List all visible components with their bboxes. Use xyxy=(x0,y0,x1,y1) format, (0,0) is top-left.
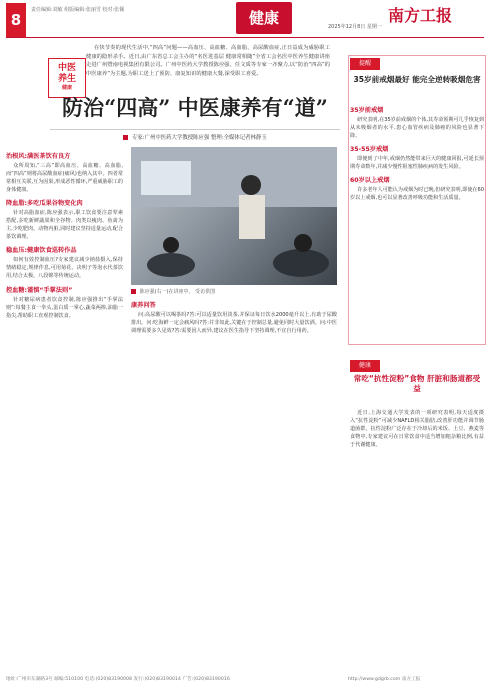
sidebar-column-2 xyxy=(350,409,484,449)
paragraph: 针对糖尿病患者饮食控制,陈应强推出“手掌法则”:每餐主食一拳头,蛋白质一掌心,蔬菜两捧,油脂一指尖,帮助职工直观控制饮食。 xyxy=(6,296,123,319)
article-headline: 防治“四高” 中医康养有“道” xyxy=(62,95,328,120)
subheading: 降血脂:多吃瓜果谷物变化肉 xyxy=(6,200,83,208)
editor-credits: 责任编辑:刘敏 组版编辑:张丽雪 校对:张佩 xyxy=(31,7,125,13)
column-seal: 中医 养生 健康 xyxy=(48,58,86,98)
paragraph: 如何有效控制血压?专家建议减少钠盐摄入,保持情绪稳定,规律作息,可用菊花、决明子等泡水代茶饮用,结合太极、八段锦等传统运动。 xyxy=(6,257,123,280)
photo-speaker-body xyxy=(239,195,265,239)
byline-marker-icon xyxy=(123,135,128,140)
issue-date: 2025年12月8日 星期一 xyxy=(328,24,382,30)
paragraph: 研究表明,在35岁前戒烟的个体,其寿命预期可几乎恢复到从未吸烟者的水平,患心血管疾病及肺癌的风险也显著下降。 xyxy=(350,117,485,140)
article-column-1 xyxy=(6,147,123,320)
article-column-2 xyxy=(131,296,337,335)
subheading: 控血糖:谨慎“手掌法则” xyxy=(6,286,73,294)
sidebar-tag-reminder: 提醒 xyxy=(350,58,380,70)
page-header xyxy=(6,0,484,38)
sidebar-tag-health: 健康 xyxy=(350,360,380,372)
paragraph: 问:高尿酸可以喝茶吗?答:可以适量饮用淡茶,并保证每日饮水2000毫升以上,有助于尿酸排出。问:吃海鲜一定会痛风吗?答:并非如此,关键在于控制总量,避免同时大量饮酒。问:中医调理需要多久见效?答:需要因人而异,建议在医生指导下坚持调理,不宜自行用药。 xyxy=(131,312,337,335)
subheading: 35-55岁戒烟 xyxy=(350,146,389,154)
paragraph: 众所周知,“三高”即高血压、高血糖、高血脂,而“四高”则将高尿酸血症(痛风)也纳入其中。四者常常相互关联,互为因果,形成恶性循环,严重威胁职工的身体健康。 xyxy=(6,163,123,194)
photo-audience-right xyxy=(273,249,329,277)
subheading: 60岁以上戒烟 xyxy=(350,177,390,185)
article-byline: 专家:广州中医药大学教授陈应强 整理:全媒体记者林静玉 xyxy=(50,129,340,141)
photo-audience-head xyxy=(163,237,179,253)
photo-speaker-head xyxy=(241,175,261,195)
photo-scene xyxy=(131,147,337,285)
subheading: 35岁前戒烟 xyxy=(350,107,384,114)
subheading: 治根风:满医茶饮有良方 xyxy=(6,153,71,160)
caption-marker-icon xyxy=(131,289,136,294)
footer-address: 地址:广州市东湖路3号 邮编:510100 电话:(020)83190008 发行:(020)83190014 广告:(020)83190016 xyxy=(6,677,230,682)
section-title: 健康 xyxy=(236,2,292,34)
paragraph: 即便到了中年,戒烟仍然能带来巨大的健康回报,可延长预期寿命数年,并减少慢性阻塞性肺疾病的发生风险。 xyxy=(350,156,484,171)
masthead-logo: 南方工报 xyxy=(388,6,453,25)
footer-website: http://www.gdgrb.com 南方工报 xyxy=(348,677,421,682)
paragraph: 针对高脂血症,陈应强表示,职工饮食要注意荤素搭配,多吃新鲜蔬果和全谷物。肉类以瘦肉、鱼禽为主,少吃肥肉、动物内脏,同时建议坚持适量运动,配合茶饮调理。 xyxy=(6,210,123,241)
sidebar-column xyxy=(350,101,484,202)
sidebar-headline-2: 常吃“抗性淀粉”食物 肝脏和肠道都受益 xyxy=(353,374,481,394)
photo-screen xyxy=(141,161,191,195)
page-number: 8 xyxy=(6,3,26,37)
subheading: 稳血压:健康饮食巡转作品 xyxy=(6,247,77,255)
subheading: 康养问答 xyxy=(131,302,156,309)
photo-audience-left xyxy=(147,253,195,277)
header-divider xyxy=(6,37,484,38)
article-intro: 在快节奏的现代生活中,“四高”问题——高血压、高血糖、高血脂、高尿酸血症,正日益成为威胁职工健康的隐形杀手。近日,由广东省总工会主办的“名医进基层 健康常相随”全省工会名医中医养生健康讲座走进广州暨南电视集团有限公司。广州中医药大学教授陈应强、任文质等专家一齐聚力,以“防治“四高”的中医康养”为主题,为职工送上了预防、康复知识的健康大餐,深受职工喜爱。 xyxy=(86,45,330,77)
paragraph: 近日,上海交通大学发表的一项研究表明,每天适度摄入“抗性淀粉”可减少NAFLD相关脂肪,改善肝功能并调节肠道菌群。抗性淀粉广泛存在于冷却后的米饭、土豆、燕麦等食物中,专家建议可在日常饮食中适当增加粗杂粮比例,有益于代谢健康。 xyxy=(350,410,484,449)
photo-caption: 陈应强(右一)在讲座中。 受访供图 xyxy=(131,288,337,295)
paragraph: 许多老年人可能认为戒烟为时已晚,但研究表明,即使在60岁以上戒烟,也可以显著改善呼吸功能和生活质量。 xyxy=(350,187,485,202)
photo-audience-head xyxy=(294,234,312,252)
sidebar-headline: 35岁前戒烟最好 能完全逆转吸烟危害 xyxy=(353,75,481,84)
lecture-photo xyxy=(131,147,337,285)
